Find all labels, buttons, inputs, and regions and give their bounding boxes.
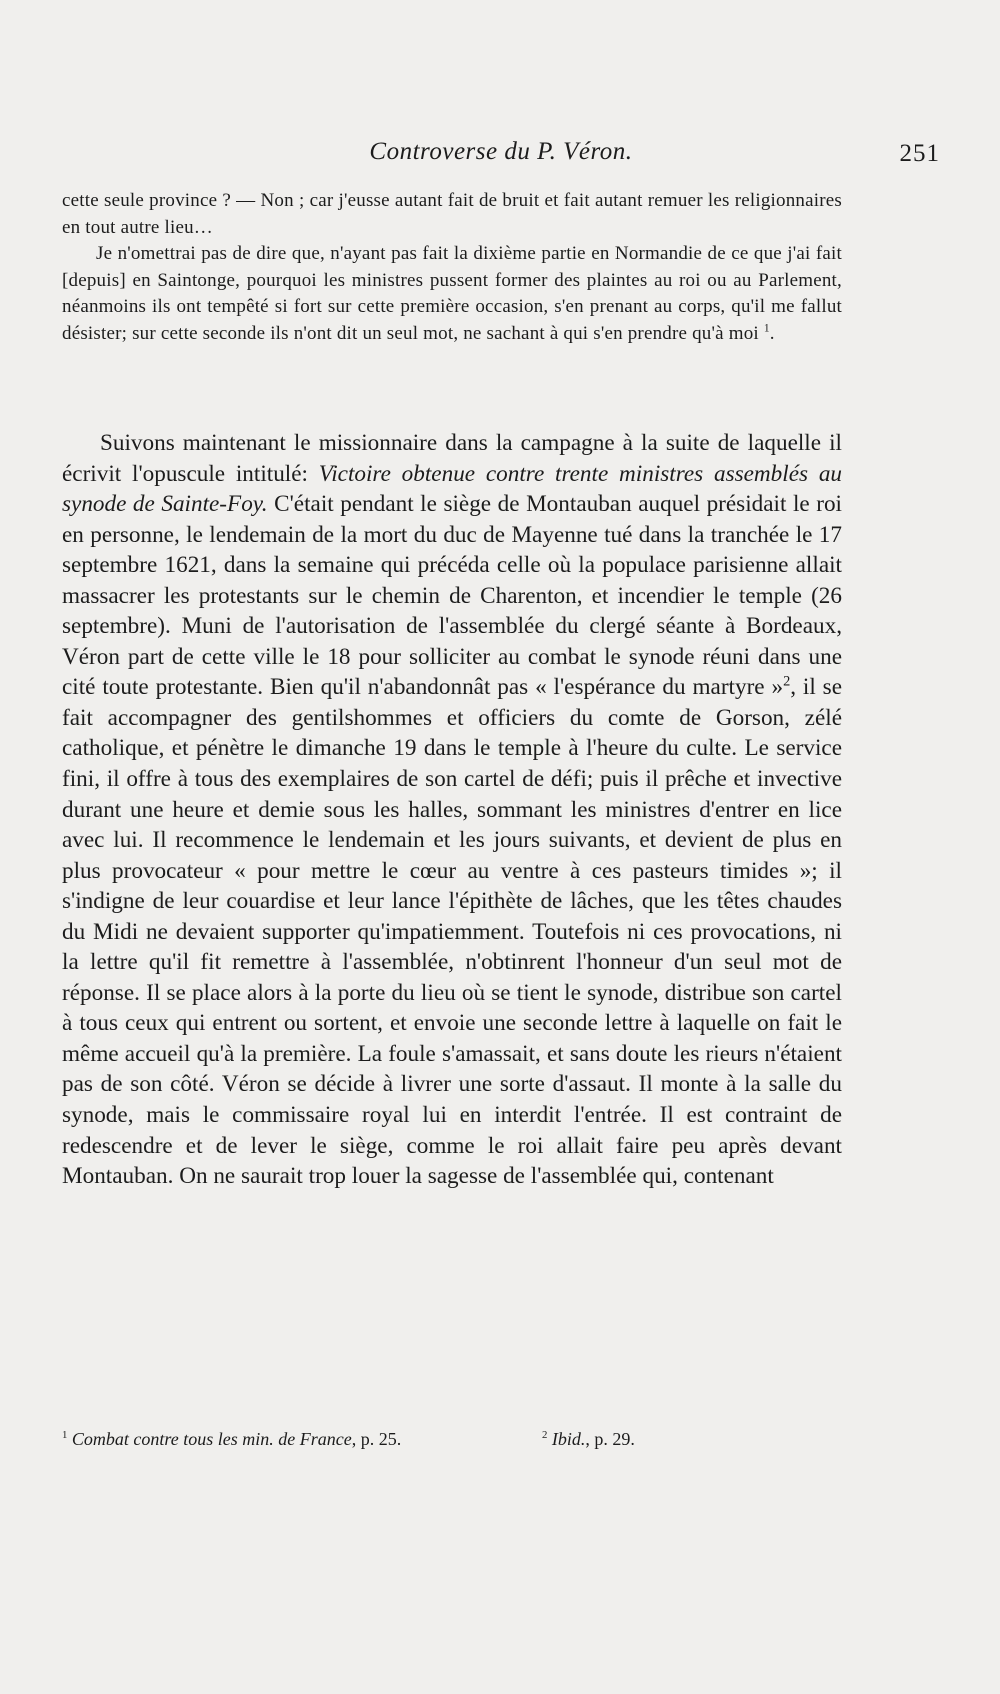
footnote-1 [62,1428,442,1450]
page-number: 251 [899,140,940,167]
page-header [62,138,940,178]
main-paragraph [62,428,842,1192]
main-text-part-3: , il se fait accompagner des gentilshommes et officiers du comte de Gorson, zélé catholique, et pénètre le dimanche 19 dans le temple à l'heure du culte. Le service fini, il offre à tous des exemplaires de son cartel de défi; puis il prêche et invective durant une heure et demie sous les halles, sommant les ministres d'entrer en lice avec lui. Il recommence le lendemain et les jours suivants, et devient de plus en plus provocateur « pour mettre le cœur au ventre à ces pasteurs timides »; il s'indigne de leur couardise et leur lance l'épithète de lâches, que les têtes chaudes du Midi ne devaient supporter qu'impatiemment. Toutefois ni ces provocations, ni la lettre qu'il fit remettre à l'assemblée, n'obtinrent l'honneur d'un seul mot de réponse. Il se place alors à la porte du lieu où se tient le synode, distribue son cartel à tous ceux qui entrent ou sortent, et envoie une seconde lettre à laquelle on fait le même accueil qu'à la première. La foule s'amassait, et sans doute les rieurs n'étaient pas de son côté. Véron se décide à livrer une sorte d'assaut. Il monte à la salle du synode, mais le commissaire royal lui en interdit l'entrée. Il est contraint de redescendre et de lever le siège, comme le roi allait faire peu après devant Montauban. On ne saurait trop louer la sagesse de l'assemblée qui, contenant [62,674,842,1190]
footnote-2-number: 2 [542,1429,548,1441]
footnote-1-title: Combat contre tous les min. de France [71,1429,352,1449]
footnote-1-rest: , p. 25. [351,1429,402,1449]
footnote-ref-2[interactable]: 2 [783,673,791,690]
quote-paragraph-1: cette seule province ? — Non ; car j'eusse autant fait de bruit et fait autant remuer les religionnaires en tout autre lieu… [62,190,842,238]
quote-paragraph-2-end: . [769,322,775,344]
main-text-part-1: Suivons maintenant le missionnaire dans la campagne à la suite de laquelle il écrivit l'opuscule intitulé: [62,430,842,487]
quote-paragraph-2-text: Je n'omettrai pas de dire que, n'ayant pas fait la dixième partie en Normandie de ce que j'ai fait [depuis] en Saintonge, pourquoi les ministres pussent former des plaintes au roi ou au Parlement, néanmoins ils ont tempêté si fort sur cette première occasion, s'en prenant au corps, qu'il me fallut désister; sur cette seconde ils n'ont dit un seul mot, ne sachant à qui s'en prendre qu'à moi [62,243,842,344]
footnote-ref-1[interactable]: 1 [763,322,770,335]
quote-paragraph-2 [62,241,842,347]
footnote-2-rest: , p. 29. [585,1429,635,1449]
footnote-2-title: Ibid. [551,1429,586,1449]
main-text [62,428,842,1192]
quoted-passage [62,188,842,347]
footnote-1-number: 1 [62,1429,68,1441]
main-text-part-2: C'était pendant le siège de Montauban auquel présidait le roi en personne, le lendemain de la mort du duc de Mayenne tué dans la tranchée le 17 septembre 1621, dans la semaine qui précéda celle où la populace parisienne allait massacrer les protestants sur le chemin de Charenton, et incendier le temple (26 septembre). Muni de l'autorisation de l'assemblée du clergé séante à Bordeaux, Véron part de cette ville le 18 pour solliciter au combat le synode réuni dans une cité toute protestante. Bien qu'il n'abandonnât pas « l'espérance du martyre » [62,491,842,701]
footnote-2 [542,1428,842,1450]
work-title: Victoire obtenue contre trente ministres assemblés au synode de Sainte-Foy. [62,460,843,518]
running-title: Controverse du P. Véron. [369,138,633,165]
